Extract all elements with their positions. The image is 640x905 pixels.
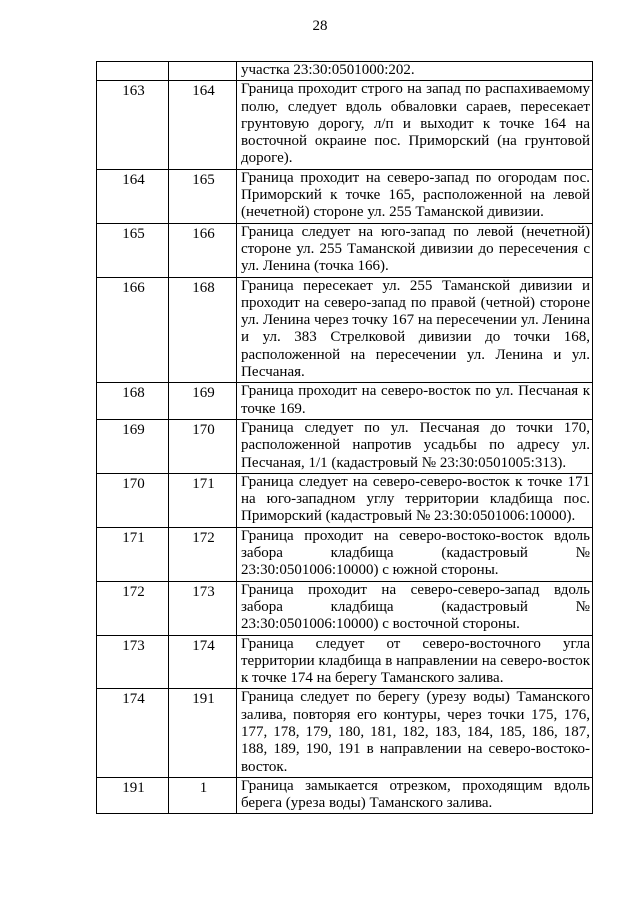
boundary-description-cell: Граница следует на северо-северо-восток к точке 171 на юго-западном углу территории кладбища пос. Приморский (кадастровый № 23:30:0501006:10000). <box>237 473 593 527</box>
point-to-cell: 191 <box>169 689 237 777</box>
boundary-description-cell: Граница проходит строго на запад по распахиваемому полю, следует вдоль обваловки сараев, пересекает грунтовую дорогу, л/п и выходит к точке 164 на восточной окраине пос. Приморский (на грунтовой дороге). <box>237 81 593 169</box>
point-to-cell: 168 <box>169 277 237 383</box>
page-number: 28 <box>312 18 328 34</box>
point-from-cell <box>97 62 169 81</box>
boundary-description-cell: Граница пересекает ул. 255 Таманской дивизии и проходит на северо-запад по правой (четной) стороне ул. Ленина через точку 167 на пересечении ул. Ленина и ул. 383 Стрелковой дивизии до точки 168, расположенной на пересечении ул. Ленина и ул. Песчаная. <box>237 277 593 383</box>
table-row <box>97 777 593 814</box>
table-row <box>97 473 593 527</box>
point-to-cell: 166 <box>169 223 237 277</box>
table-row <box>97 81 593 169</box>
boundary-description-cell: участка 23:30:0501000:202. <box>237 62 593 81</box>
point-from-cell: 191 <box>97 777 169 814</box>
point-from-cell: 171 <box>97 527 169 581</box>
point-to-cell: 1 <box>169 777 237 814</box>
table-row <box>97 527 593 581</box>
point-from-cell: 168 <box>97 383 169 420</box>
point-to-cell <box>169 62 237 81</box>
point-from-cell: 172 <box>97 581 169 635</box>
table-row <box>97 419 593 473</box>
boundary-description-cell: Граница проходит на северо-востоко-восток вдоль забора кладбища (кадастровый № 23:30:0501006:10000) с южной стороны. <box>237 527 593 581</box>
table-row <box>97 581 593 635</box>
point-to-cell: 170 <box>169 419 237 473</box>
point-from-cell: 170 <box>97 473 169 527</box>
point-from-cell: 169 <box>97 419 169 473</box>
point-to-cell: 174 <box>169 635 237 689</box>
point-from-cell: 174 <box>97 689 169 777</box>
table-row <box>97 277 593 383</box>
boundary-description-cell: Граница следует от северо-восточного угла территории кладбища в направлении на северо-восток к точке 174 на берегу Таманского залива. <box>237 635 593 689</box>
table-row <box>97 635 593 689</box>
boundary-description-cell: Граница проходит на северо-восток по ул. Песчаная к точке 169. <box>237 383 593 420</box>
table-row <box>97 169 593 223</box>
point-from-cell: 166 <box>97 277 169 383</box>
point-to-cell: 165 <box>169 169 237 223</box>
point-from-cell: 165 <box>97 223 169 277</box>
point-to-cell: 169 <box>169 383 237 420</box>
table-row <box>97 62 593 81</box>
table-row <box>97 223 593 277</box>
boundary-description-cell: Граница проходит на северо-запад по огородам пос. Приморский к точке 165, расположенной на левой (нечетной) стороне ул. 255 Таманской дивизии. <box>237 169 593 223</box>
boundary-description-cell: Граница замыкается отрезком, проходящим вдоль берега (уреза воды) Таманского залива. <box>237 777 593 814</box>
point-to-cell: 171 <box>169 473 237 527</box>
boundary-description-cell: Граница следует по берегу (урезу воды) Таманского залива, повторяя его контуры, через точки 175, 176, 177, 178, 179, 180, 181, 182, 183, 184, 185, 186, 187, 188, 189, 190, 191 в направлении на северо-востоко-восток. <box>237 689 593 777</box>
point-to-cell: 164 <box>169 81 237 169</box>
boundary-description-cell: Граница следует по ул. Песчаная до точки 170, расположенной напротив усадьбы по адресу ул. Песчаная, 1/1 (кадастровый № 23:30:0501005:313). <box>237 419 593 473</box>
boundary-description-cell: Граница проходит на северо-северо-запад вдоль забора кладбища (кадастровый № 23:30:0501006:10000) с восточной стороны. <box>237 581 593 635</box>
table-row <box>97 383 593 420</box>
point-to-cell: 173 <box>169 581 237 635</box>
point-from-cell: 164 <box>97 169 169 223</box>
point-from-cell: 173 <box>97 635 169 689</box>
boundary-description-table <box>96 61 593 814</box>
point-to-cell: 172 <box>169 527 237 581</box>
boundary-description-cell: Граница следует на юго-запад по левой (нечетной) стороне ул. 255 Таманской дивизии до пересечения с ул. Ленина (точка 166). <box>237 223 593 277</box>
point-from-cell: 163 <box>97 81 169 169</box>
table-row <box>97 689 593 777</box>
